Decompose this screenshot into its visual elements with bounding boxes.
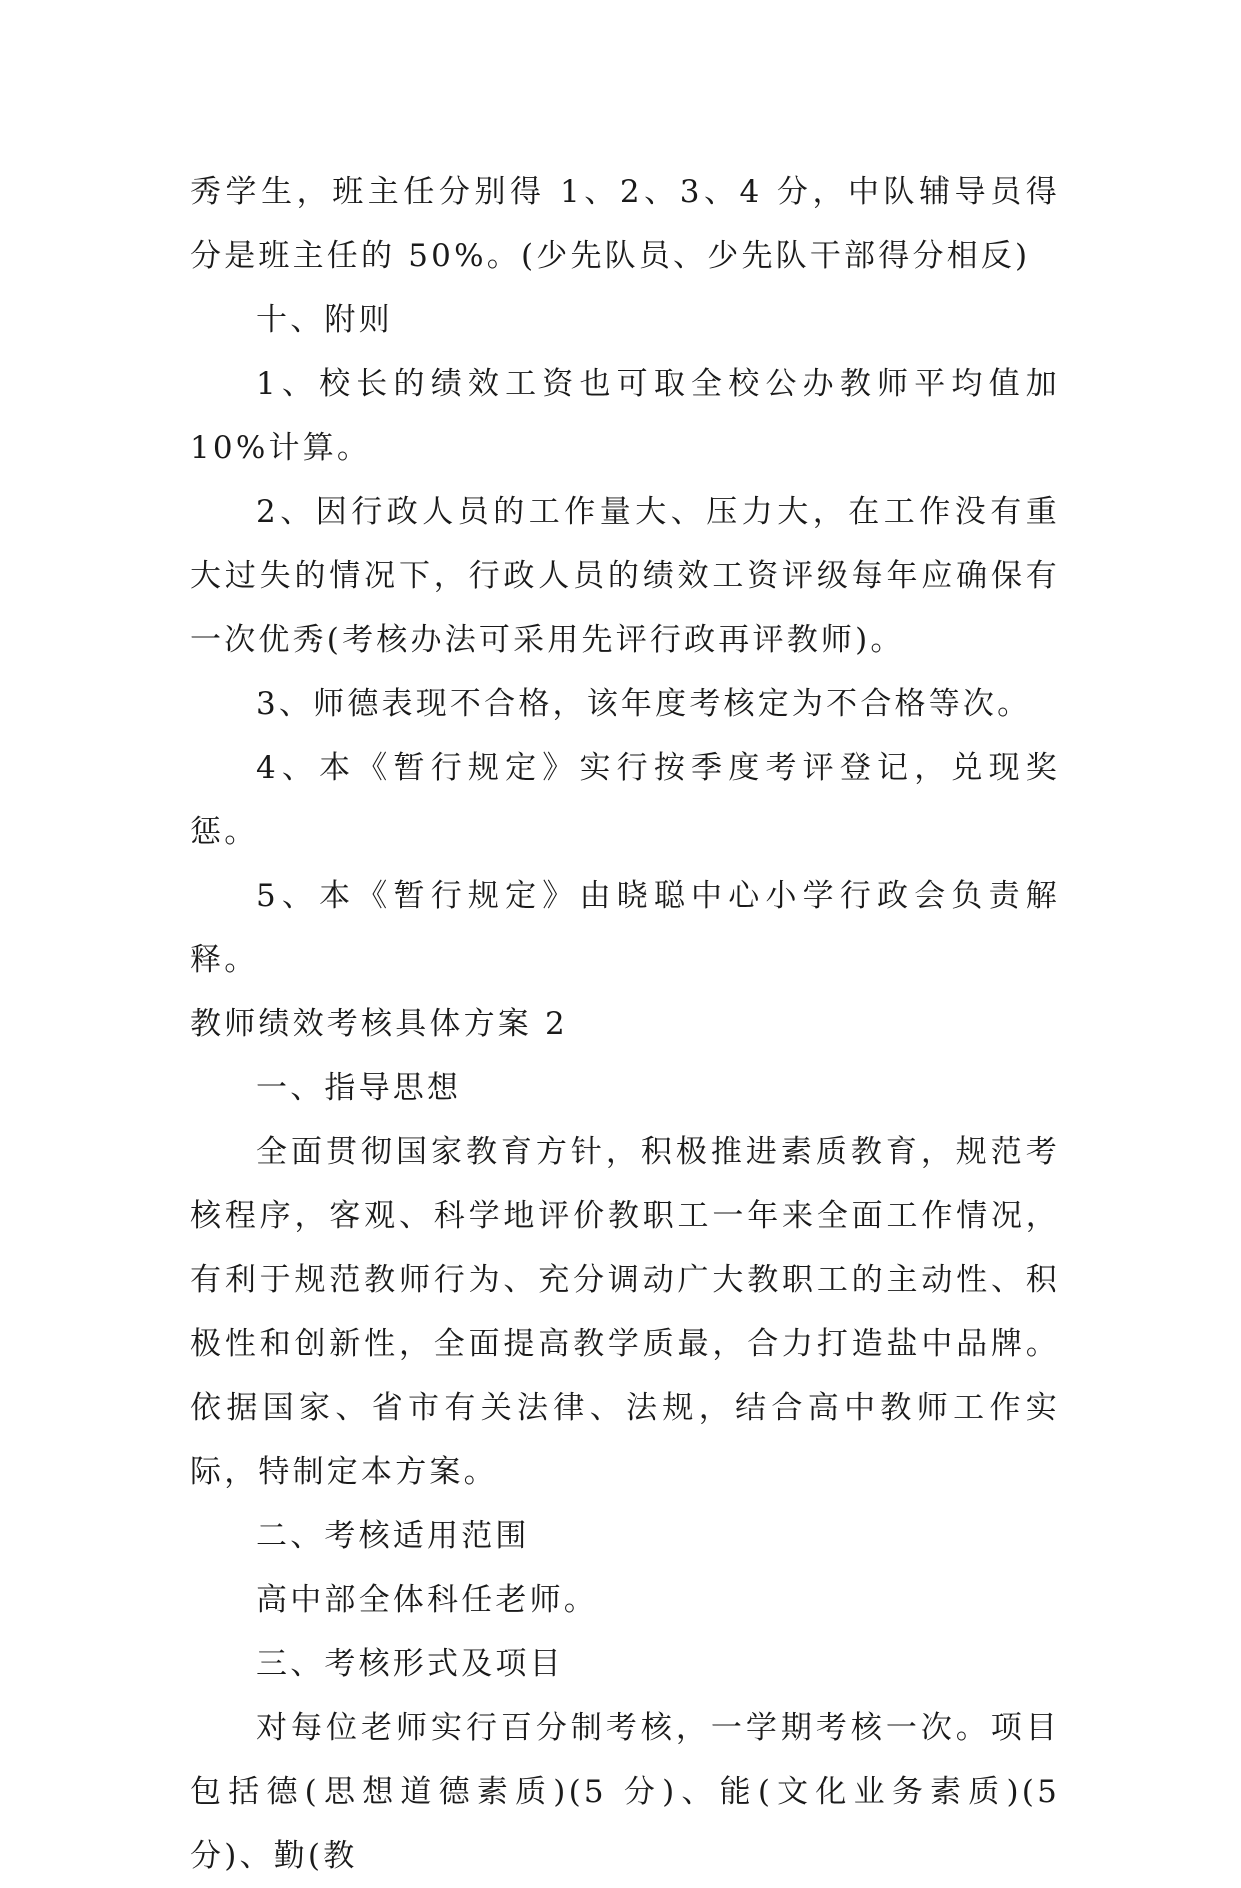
paragraph-item-2: 2、因行政人员的工作量大、压力大，在工作没有重大过失的情况下，行政人员的绩效工资评级每年应确保有一次优秀(考核办法可采用先评行政再评教师)。: [190, 494, 1060, 658]
paragraph-guiding-thought: 全面贯彻国家教育方针，积极推进素质教育，规范考核程序，客观、科学地评价教职工一年来全面工作情况，有利于规范教师行为、充分调动广大教职工的主动性、积极性和创新性，全面提高教学质最，合力打造盐中品牌。依据国家、省市有关法律、法规，结合高中教师工作实际，特制定本方案。: [190, 1134, 1060, 1490]
paragraph-scope: 高中部全体科任老师。: [256, 1582, 598, 1618]
section-heading-form: 三、考核形式及项目: [256, 1646, 564, 1682]
section-heading-scope: 二、考核适用范围: [256, 1518, 530, 1554]
section-heading-guiding-thought: 一、指导思想: [256, 1070, 462, 1106]
paragraph-item-4: 4、本《暂行规定》实行按季度考评登记，兑现奖惩。: [190, 750, 1060, 850]
paragraph-item-5: 5、本《暂行规定》由晓聪中心小学行政会负责解释。: [190, 878, 1060, 978]
paragraph-form: 对每位老师实行百分制考核，一学期考核一次。项目包括德(思想道德素质)(5 分)、能(文化业务素质)(5 分)、勤(教: [190, 1710, 1060, 1874]
paragraph-item-1: 1、校长的绩效工资也可取全校公办教师平均值加 10%计算。: [190, 366, 1060, 466]
section-heading-appendix: 十、附则: [256, 302, 393, 338]
paragraph-item-3: 3、师德表现不合格，该年度考核定为不合格等次。: [256, 686, 1032, 722]
document-body: [190, 160, 1060, 1888]
document-subtitle: 教师绩效考核具体方案 2: [190, 1006, 568, 1042]
paragraph-1: 秀学生，班主任分别得 1、2、3、4 分，中队辅导员得分是班主任的 50%。(少先队员、少先队干部得分相反): [190, 174, 1060, 274]
